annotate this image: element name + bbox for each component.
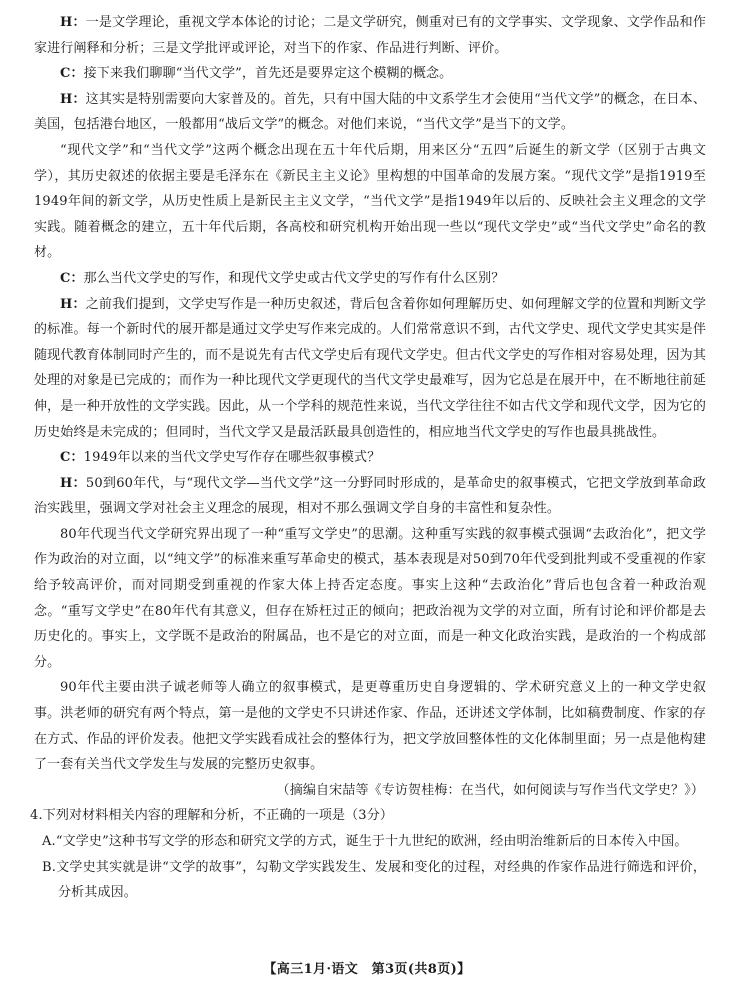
article-body — [34, 10, 706, 778]
option-a — [34, 829, 706, 855]
source-citation: （摘编自宋喆等《专访贺桂梅：在当代，如何阅读与写作当代文学史？》） — [276, 782, 704, 798]
paragraph-text: 一是文学理论，重视文学本体论的讨论；二是文学研究，侧重对已有的文学事实、文学现象、文学作品和作家进行阐释和分析；三是文学批评或评论，对当下的作家、作品进行判断、评价。 — [34, 15, 706, 56]
paragraph — [34, 87, 706, 138]
paragraph — [34, 675, 706, 777]
answer-options — [34, 829, 706, 906]
paragraph-text: 50到60年代，与“现代文学—当代文学”这一分野同时形成的，是革命史的叙事模式，它把文学放到革命政治实践里，强调文学对社会主义理念的展现，相对不那么强调文学自身的丰富性和复杂性。 — [34, 475, 706, 517]
paragraph-text: 90年代主要由洪子诚老师等人确立的叙事模式，是更尊重历史自身逻辑的、学术研究意义上的一种文学史叙事。洪老师的研究有两个特点，第一是他的文学史不只讲述作家、作品，还讲述文学体制，比如稿费制度、作家的存在方式、作品的评价发表。他把文学实践看成社会的整体行为，把文学放回整体性的文化体制里面；另一点是他构建了一套有关当代文学发生与发展的完整历史叙事。 — [34, 680, 706, 773]
paragraph-text: 之前我们提到，文学史写作是一种历史叙述，背后包含着你如何理解历史、如何理解文学的位置和判断文学的标准。每一个新时代的展开都是通过文学史写作来完成的。人们常常意识不到，古代文学史、现代文学史其实是伴随现代教育体制同时产生的，而不是说先有古代文学史后有现代文学史。但古代文学史的写作相对容易处理，因为其处理的对象是已完成的；而作为一种比现代文学更现代的当代文学史最难写，因为它总是在展开中，在不断地往前延伸，是一种开放性的文学实践。因此，从一个学科的规范性来说，当代文学往往不如古代文学和现代文学，因为它的历史始终是未完成的；但同时，当代文学又是最活跃最具创造性的，相应地当代文学史的写作也最具挑战性。 — [34, 296, 706, 440]
paragraph — [34, 266, 706, 292]
option-text: “文学史”这种书写文学的形态和研究文学的方式，诞生于十九世纪的欧洲，经由明治维新后的日本传入中国。 — [55, 834, 688, 849]
speaker-label: H： — [60, 296, 86, 312]
paragraph — [34, 138, 706, 266]
speaker-label: H： — [60, 91, 86, 107]
speaker-label: C： — [60, 270, 84, 286]
paragraph-text: 接下来我们聊聊“当代文学”，首先还是要界定这个模糊的概念。 — [83, 66, 453, 82]
speaker-label: C： — [60, 66, 84, 82]
document-page — [30, 10, 706, 906]
option-text: 文学史其实就是讲“文学的故事”，勾勒文学实践发生、发展和变化的过程，对经典的作家作品进行筛选和评价，分析其成因。 — [56, 859, 706, 901]
paragraph-text: 那么当代文学史的写作，和现代文学史或古代文学史的写作有什么区别？ — [83, 270, 505, 286]
option-b — [34, 855, 706, 906]
option-letter: A. — [42, 834, 56, 849]
page-footer: 【高三1月·语文 第3页(共8页)】 — [263, 962, 471, 977]
paragraph — [34, 292, 706, 446]
paragraph — [34, 522, 706, 676]
speaker-label: H： — [60, 15, 86, 30]
question-stem: 4.下列对材料相关内容的理解和分析，不正确的一项是（3分） — [30, 808, 394, 824]
paragraph-text: “现代文学”和“当代文学”这两个概念出现在五十年代后期，用来区分“五四”后诞生的新文学（区别于古典文学），其历史叙述的依据主要是毛泽东在《新民主主义论》里构想的中国革命的发展方案。“现代文学”是指1919至1949年间的新文学，从历史性质上是新民主主义文学，“当代文学”是指1949年以后的、反映社会主义理念的文学实践。随着概念的建立，五十年代后期，各高校和研究机构开始出现一些以“现代文学史”或“当代文学史”命名的教材。 — [34, 142, 706, 261]
option-letter: B. — [42, 859, 56, 875]
speaker-label: H： — [60, 475, 86, 491]
paragraph-text: 这其实是特别需要向大家普及的。首先，只有中国大陆的中文系学生才会使用“当代文学”的概念，在日本、美国，包括港台地区，一般都用“战后文学”的概念。对他们来说，“当代文学”是当下的文学。 — [34, 91, 706, 133]
paragraph — [34, 10, 706, 61]
paragraph — [34, 61, 706, 87]
speaker-label: C： — [60, 450, 84, 466]
paragraph — [34, 471, 706, 522]
paragraph — [34, 445, 706, 471]
paragraph-text: 80年代现当代文学研究界出现了一种“重写文学史”的思潮。这种重写实践的叙事模式强调“去政治化”，把文学作为政治的对立面，以“纯文学”的标准来重写革命史的模式，基本表现是对50到70年代受到批判或不受重视的作家给予较高评价，而对同期受到重视的作家大体上持否定态度。事实上这种“去政治化”背后也包含着一种政治观念。“重写文学史”在80年代有其意义，但存在矫枉过正的倾向；把政治视为文学的对立面，所有讨论和评价都是去历史化的。事实上，文学既不是政治的附属品，也不是它的对立面，而是一种文化政治实践，是政治的一个构成部分。 — [34, 526, 706, 670]
paragraph-text: 1949年以来的当代文学史写作存在哪些叙事模式？ — [83, 450, 381, 466]
